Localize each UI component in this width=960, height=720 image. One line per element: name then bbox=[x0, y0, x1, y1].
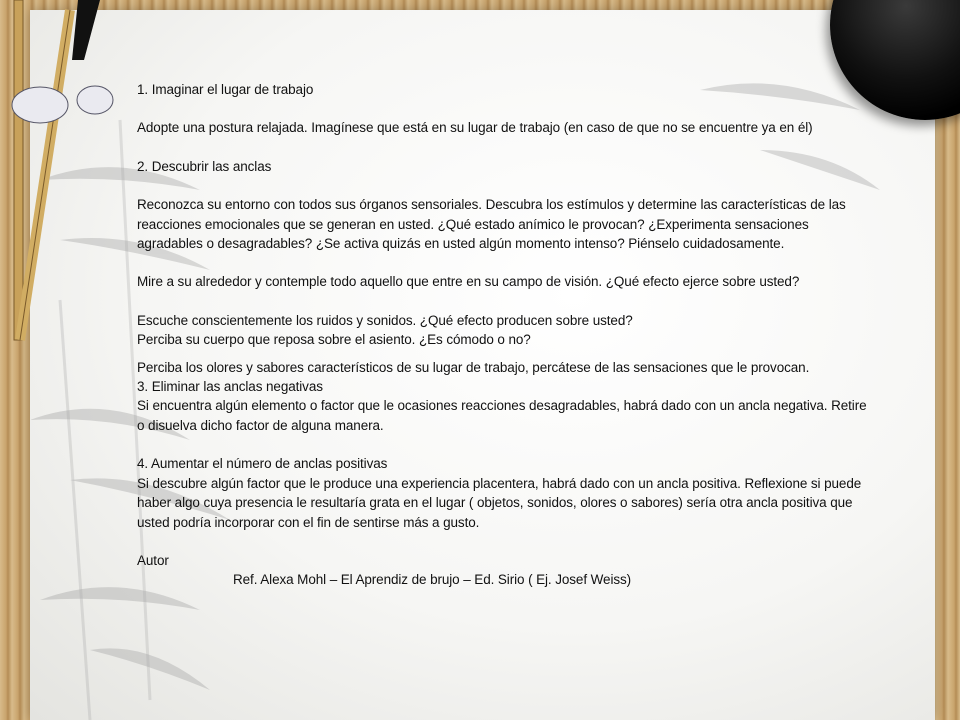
section2-paragraph-2: Mire a su alrededor y contemple todo aquello que entre en su campo de visión. ¿Qué efecto ejerce sobre usted? bbox=[137, 274, 800, 290]
section2-paragraph-3-line2: Perciba su cuerpo que reposa sobre el asiento. ¿Es cómodo o no? bbox=[137, 332, 531, 348]
section2-heading: 2. Descubrir las anclas bbox=[137, 158, 272, 174]
section1-heading: 1. Imaginar el lugar de trabajo bbox=[137, 82, 314, 97]
section2-paragraph-1: Reconozca su entorno con todos sus órganos sensoriales. Descubra los estímulos y determine las características de las reacciones emocionales que se generan en usted. ¿Qué estado anímico le provocan? ¿Experimenta sensaciones agradables o desagradables? ¿Se activa quizás en usted algún momento intenso? Piénselo cuidadosamente. bbox=[137, 197, 846, 252]
section3-heading: 3. Eliminar las anclas negativas bbox=[137, 379, 323, 395]
reference-line: Ref. Alexa Mohl – El Aprendiz de brujo – Ed. Sirio ( Ej. Josef Weiss) bbox=[233, 572, 632, 588]
section4-heading: 4. Aumentar el número de anclas positivas bbox=[137, 456, 388, 472]
section3-body: Si encuentra algún elemento o factor que le ocasiones reacciones desagradables, habrá dado con un ancla negativa. Retire o disuelva dicho factor de alguna manera. bbox=[137, 398, 867, 433]
section4-body: Si descubre algún factor que le produce una experiencia placentera, habrá dado con un ancla positiva. Reflexione si puede haber algo cuya presencia le resultaría grata en el lugar ( objetos, sonidos, olores o sabores) sería otra ancla positiva que usted podría incorporar con el fin de sentirse más a gusto. bbox=[137, 475, 862, 530]
document-content bbox=[137, 80, 867, 590]
section2-paragraph-4: Perciba los olores y sabores característicos de su lugar de trabajo, percátese de las sensaciones que le provocan. bbox=[137, 359, 810, 375]
author-label: Autor bbox=[137, 552, 169, 568]
section2-paragraph-3-line1: Escuche conscientemente los ruidos y sonidos. ¿Qué efecto producen sobre usted? bbox=[137, 312, 633, 328]
section1-body: Adopte una postura relajada. Imagínese que está en su lugar de trabajo (en caso de que no se encuentre ya en él) bbox=[137, 120, 813, 136]
